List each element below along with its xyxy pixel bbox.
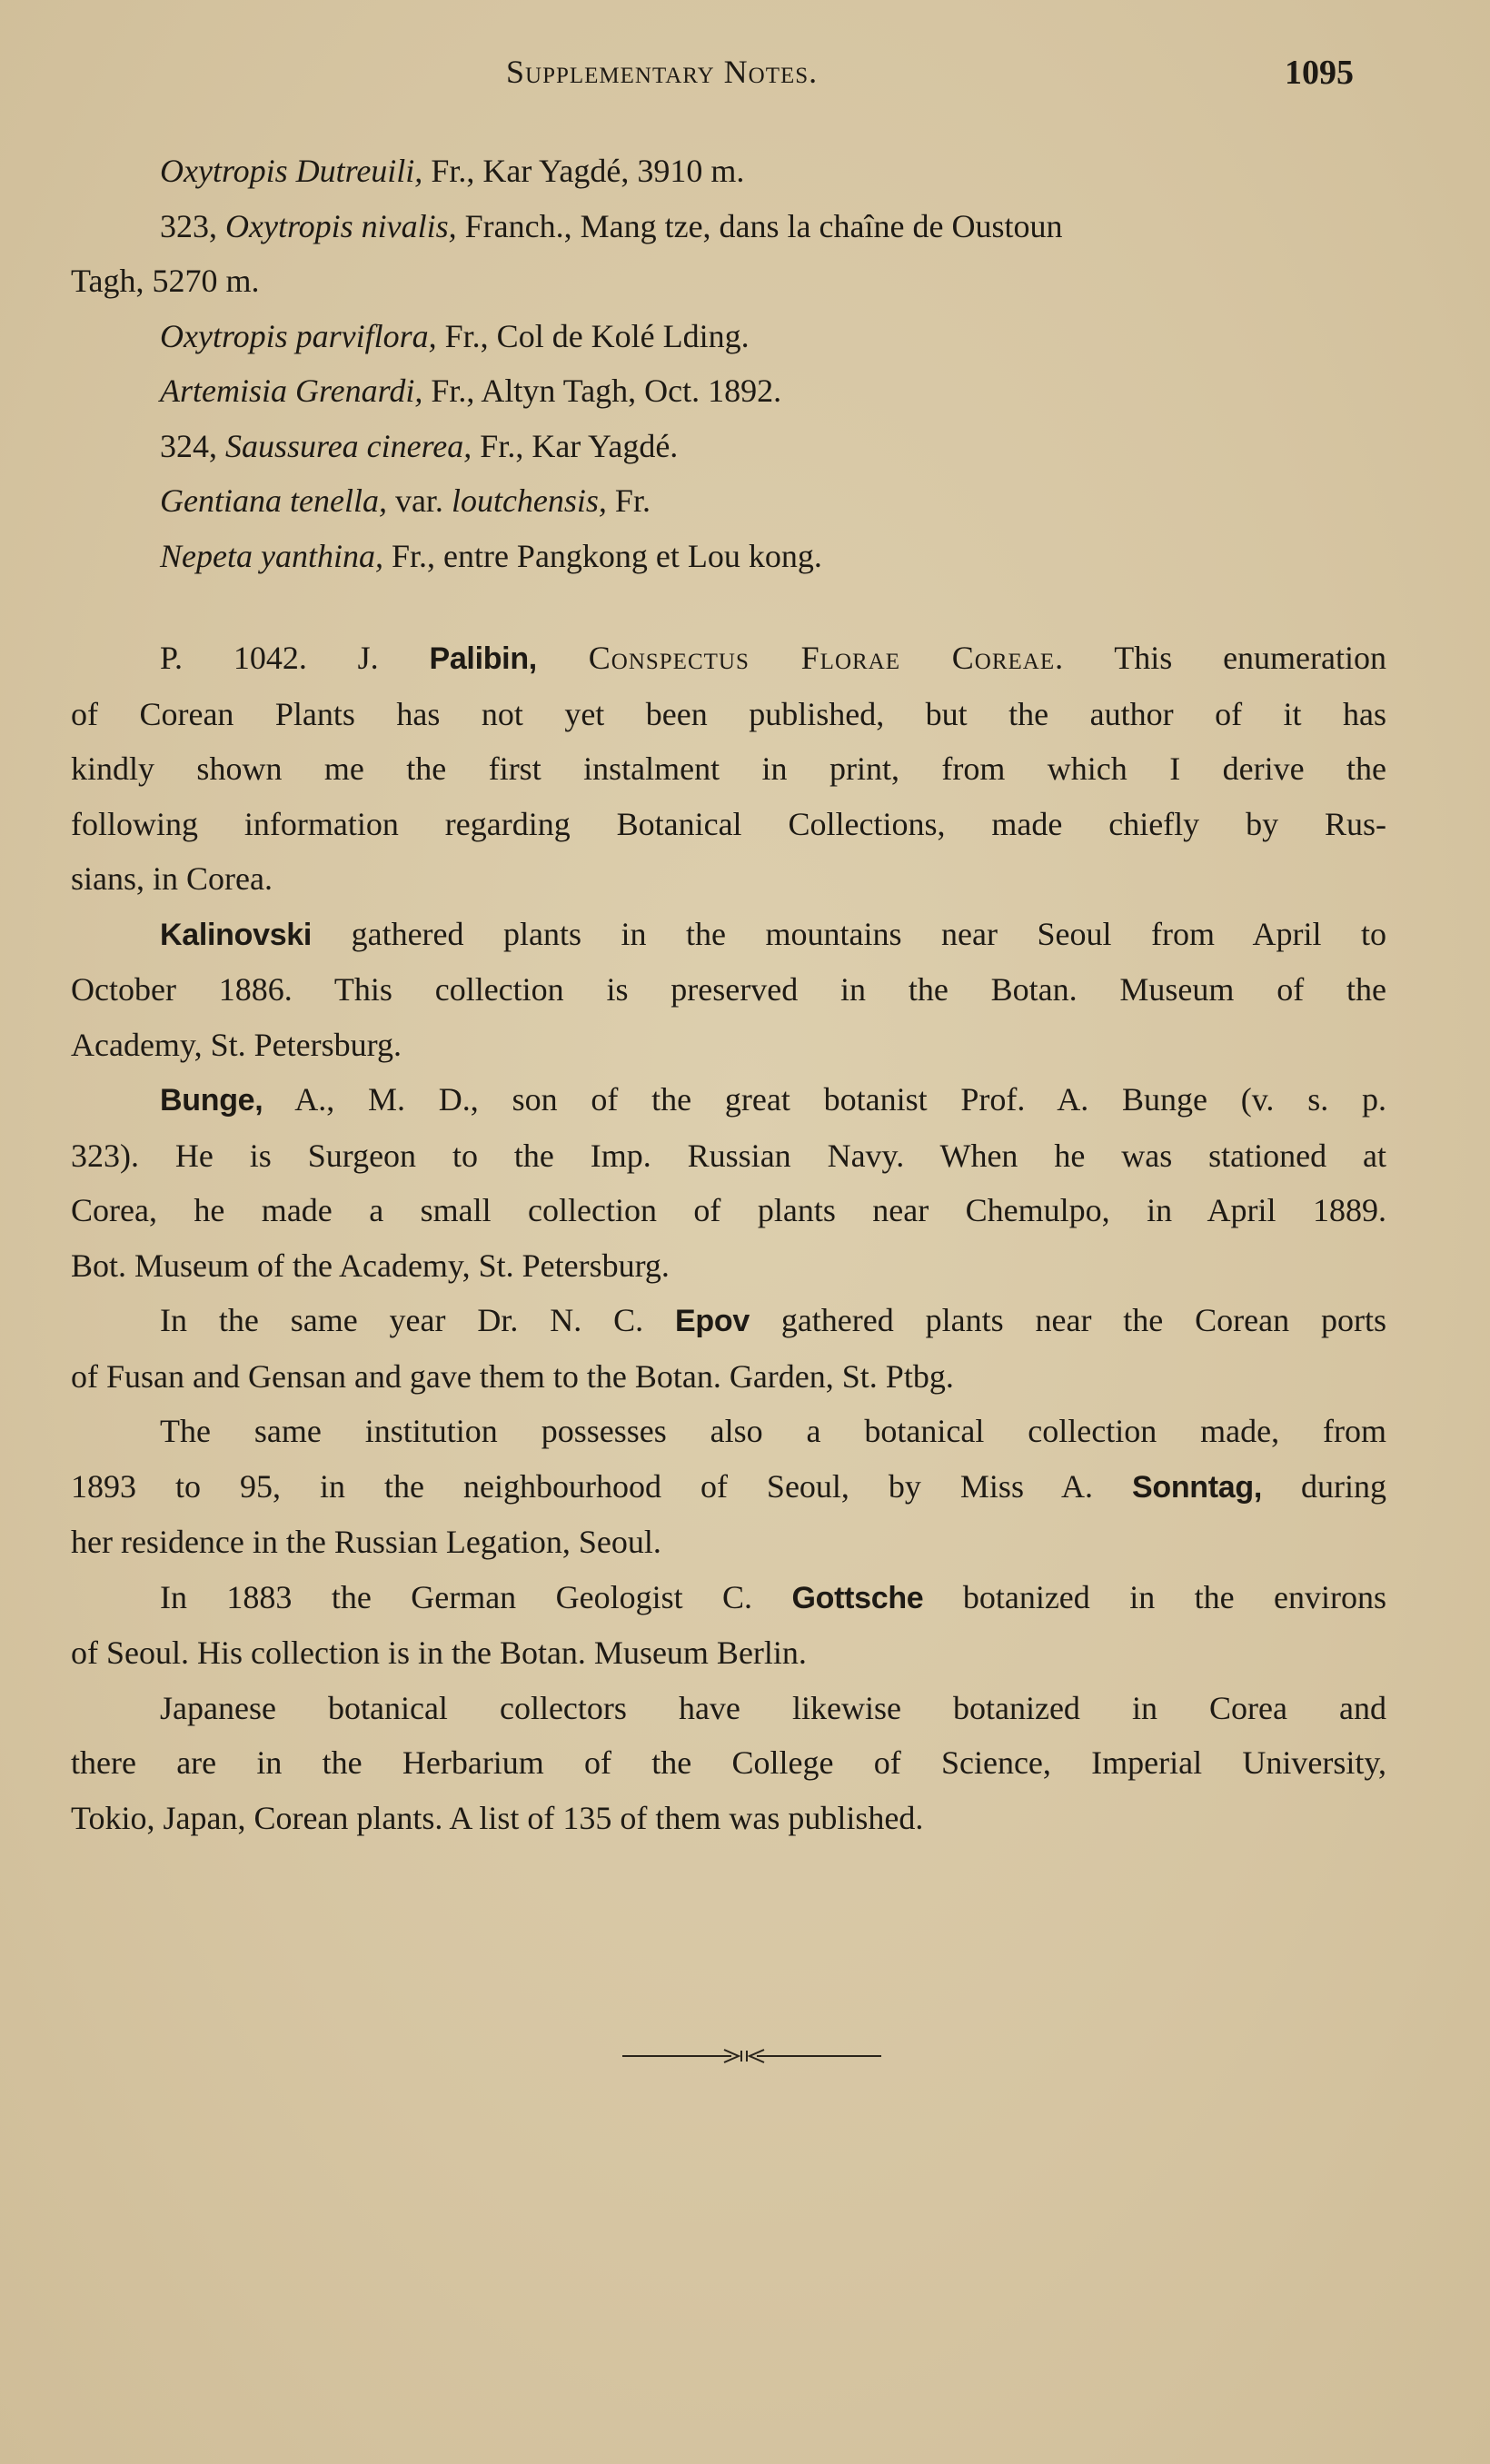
species-name: Saussurea cinerea,	[225, 427, 472, 464]
paragraph-text: A., M. D., son of the great botanist Prof. A. Bunge (v. s. p.	[263, 1081, 1386, 1118]
collector-name: Epov	[675, 1304, 750, 1338]
paragraph-palibin	[71, 631, 1386, 907]
species-line	[71, 309, 1386, 364]
paragraph-line	[71, 1570, 1386, 1626]
collector-name: Kalinovski	[160, 917, 313, 952]
species-name: Gentiana tenella,	[160, 482, 387, 519]
paragraph-line: of Seoul. His collection is in the Botan. Museum Berlin.	[71, 1634, 807, 1671]
species-details: var.	[386, 482, 452, 519]
paragraph-line	[71, 631, 1386, 687]
paragraph-line	[71, 1293, 1386, 1349]
section-gap	[71, 583, 1386, 631]
collector-name: Gottsche	[791, 1580, 924, 1615]
species-name: Oxytropis parviflora,	[160, 317, 437, 354]
paragraph-line: of Corean Plants has not yet been published, but the author of it has	[71, 695, 1386, 732]
paragraph-line: there are in the Herbarium of the College of Science, Imperial University,	[71, 1744, 1386, 1781]
paragraph-line: Corea, he made a small collection of plants near Chemulpo, in April 1889.	[71, 1192, 1386, 1228]
paragraph-line: The same institution possesses also a botanical collection made, from	[160, 1413, 1386, 1449]
species-line	[71, 419, 1386, 474]
paragraph-text: 1893 to 95, in the neighbourhood of Seoul, by Miss A.	[71, 1467, 1132, 1505]
species-details: Fr.	[606, 482, 651, 519]
paragraph-line: October 1886. This collection is preserved in the Botan. Museum of the	[71, 971, 1386, 1008]
species-name: Nepeta yanthina,	[160, 537, 383, 574]
species-details: Franch., Mang tze, dans la chaîne de Oustoun	[456, 207, 1063, 244]
paragraph-line: Academy, St. Petersburg.	[71, 1026, 402, 1063]
species-line	[71, 529, 1386, 584]
species-details: Fr., Col de Kolé Lding.	[436, 317, 750, 354]
paragraph-line: Tokio, Japan, Corean plants. A list of 135 of them was published.	[71, 1799, 924, 1836]
paragraph-text: gathered plants in the mountains near Seoul from April to	[312, 915, 1386, 952]
species-details: Fr., entre Pangkong et Lou kong.	[382, 537, 822, 574]
paragraph-text: In 1883 the German Geologist C.	[160, 1578, 792, 1615]
running-title: Supplementary Notes.	[506, 54, 819, 90]
paragraph-text: during	[1262, 1467, 1386, 1505]
section-end-ornament-icon	[622, 2042, 881, 2070]
species-line	[71, 473, 1386, 529]
author-name: Palibin,	[429, 641, 537, 676]
paragraph-bunge	[71, 1072, 1386, 1293]
species-line-continued: Tagh, 5270 m.	[71, 263, 260, 299]
species-name: Oxytropis nivalis,	[225, 207, 457, 244]
paragraph-line: sians, in Corea.	[71, 860, 273, 897]
page-number: 1095	[1285, 54, 1354, 92]
species-list	[71, 144, 1386, 583]
paragraph-text: gathered plants near the Corean ports	[749, 1302, 1386, 1338]
paragraph-line: following information regarding Botanical Collections, made chiefly by Rus-	[71, 805, 1386, 842]
species-line	[71, 144, 1386, 199]
work-title: Conspectus Florae Coreae.	[536, 640, 1065, 676]
paragraph-line: Bot. Museum of the Academy, St. Petersburg.	[71, 1247, 670, 1284]
paragraph-line	[71, 907, 1386, 963]
species-details: Fr., Kar Yagdé, 3910 m.	[422, 153, 745, 189]
species-name: Oxytropis Dutreuili,	[160, 153, 423, 189]
paragraph-sonntag	[71, 1404, 1386, 1570]
paragraph-text: In the same year Dr. N. C.	[160, 1302, 676, 1338]
paragraph-gottsche	[71, 1570, 1386, 1681]
paragraph-line	[71, 1072, 1386, 1128]
page-body	[71, 144, 1386, 1845]
variety-name: loutchensis,	[451, 482, 607, 519]
species-line	[71, 199, 1386, 254]
paragraph-japanese	[71, 1681, 1386, 1846]
page-reference: P. 1042. J.	[160, 640, 430, 676]
species-number: 323,	[160, 207, 225, 244]
paragraph-line: kindly shown me the first instalment in print, from which I derive the	[71, 750, 1386, 787]
paragraph-kalinovski	[71, 907, 1386, 1073]
paragraph-line: Japanese botanical collectors have likewise botanized in Corea and	[160, 1689, 1386, 1726]
paragraph-line	[71, 1459, 1386, 1515]
paragraph-epov	[71, 1293, 1386, 1404]
collector-name: Bunge,	[160, 1083, 263, 1118]
paragraph-line: of Fusan and Gensan and gave them to the Botan. Garden, St. Ptbg.	[71, 1357, 954, 1395]
running-header	[0, 53, 1490, 98]
species-details: Fr., Kar Yagdé.	[472, 427, 679, 464]
species-line	[71, 363, 1386, 419]
paragraph-text: This enumeration	[1064, 640, 1386, 676]
paragraph-text: botanized in the environs	[923, 1578, 1387, 1615]
species-name: Artemisia Grenardi,	[160, 373, 423, 409]
species-details: Fr., Altyn Tagh, Oct. 1892.	[422, 373, 782, 409]
collector-name: Sonntag,	[1131, 1469, 1262, 1505]
paragraph-line: 323). He is Surgeon to the Imp. Russian Navy. When he was stationed at	[71, 1137, 1386, 1174]
species-number: 324,	[160, 427, 225, 464]
paragraph-line: her residence in the Russian Legation, Seoul.	[71, 1524, 661, 1560]
